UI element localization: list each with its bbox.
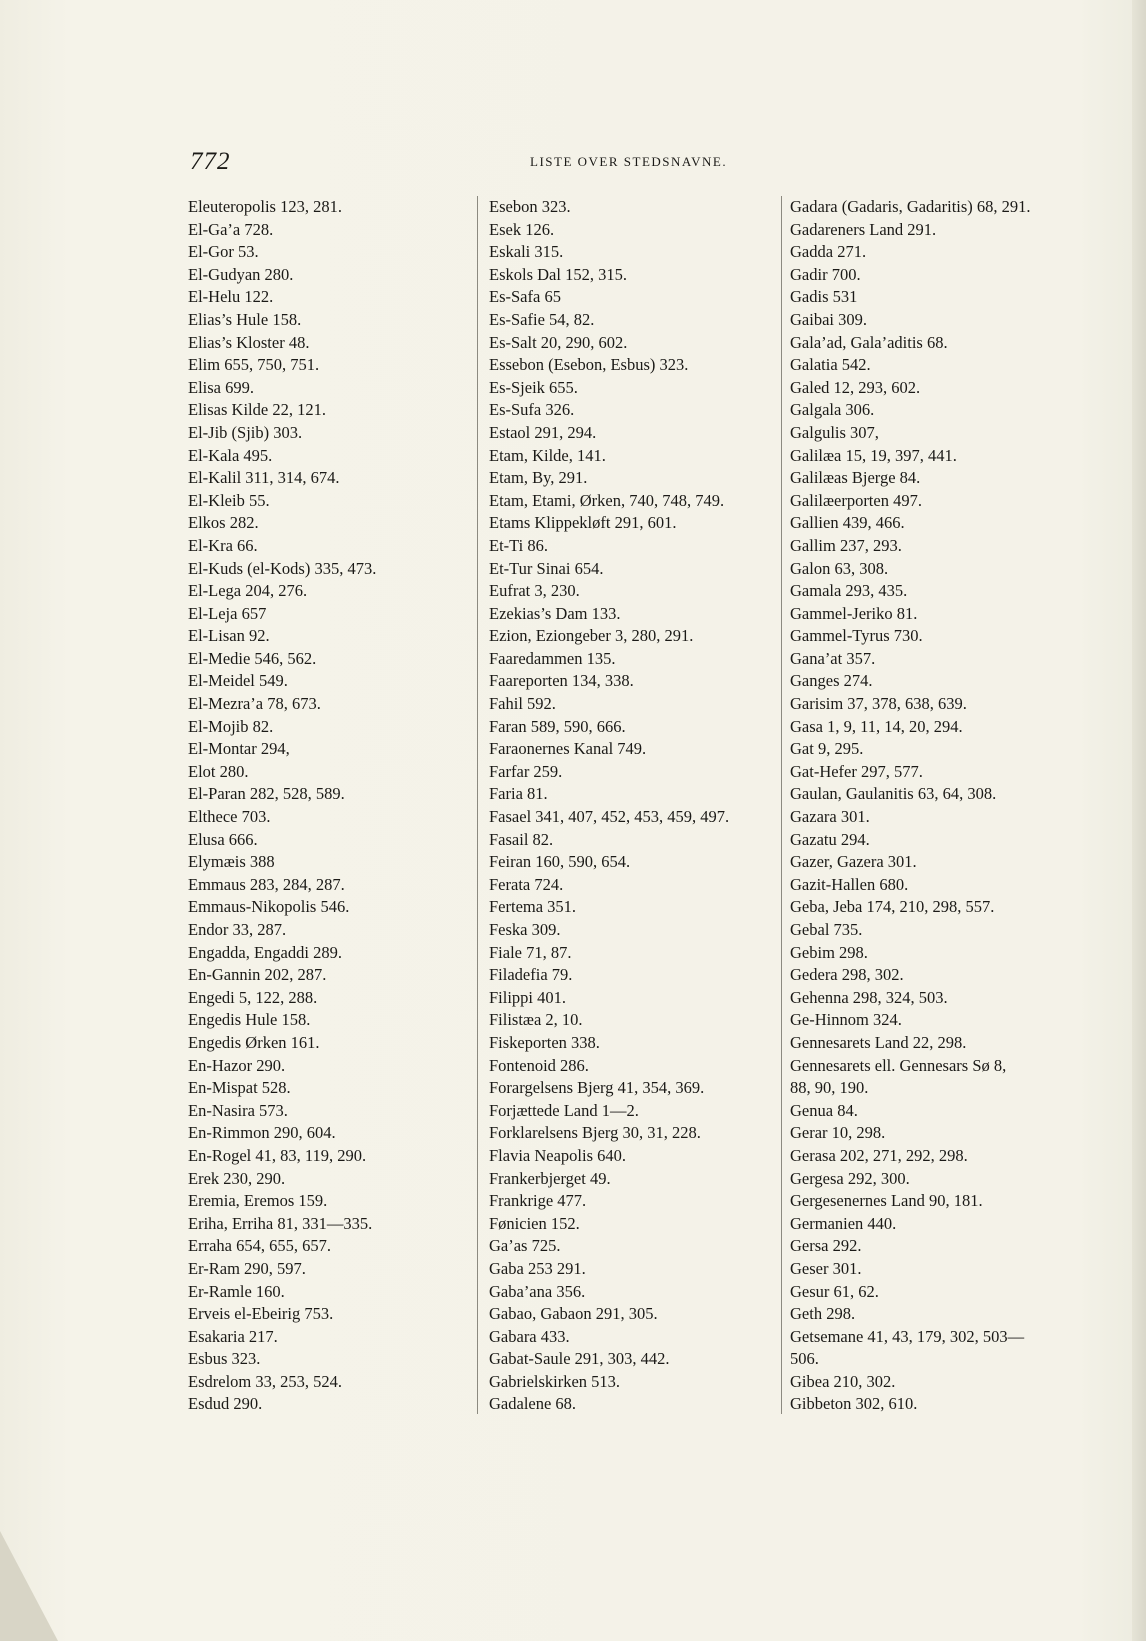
index-entry: El-Gor 53. — [188, 242, 259, 262]
column-divider — [781, 196, 782, 1414]
index-entry: Elisa 699. — [188, 377, 254, 397]
index-entry: Forklarelsens Bjerg 30, 31, 228. — [489, 1123, 701, 1143]
index-entry: Gadareners Land 291. — [790, 219, 937, 239]
index-entry: Ge-Hinnom 324. — [790, 1010, 902, 1030]
index-entry: Engadda, Engaddi 289. — [188, 942, 342, 962]
index-entry: Galilæas Bjerge 84. — [790, 468, 921, 488]
index-entry: Gersa 292. — [790, 1236, 862, 1256]
index-entry: Gabat-Saule 291, 303, 442. — [489, 1349, 670, 1369]
index-entry: El-Paran 282, 528, 589. — [188, 784, 345, 804]
index-entry: Germanien 440. — [790, 1213, 897, 1233]
index-entry: Faaredammen 135. — [489, 648, 616, 668]
index-entry: Gaibai 309. — [790, 309, 867, 329]
index-entry: El-Kala 495. — [188, 445, 273, 465]
index-column-3 — [790, 196, 1080, 1416]
index-entry: Elusa 666. — [188, 829, 258, 849]
index-entry: Elthece 703. — [188, 807, 271, 827]
index-entry: Gazatu 294. — [790, 829, 870, 849]
index-entry: Gallim 237, 293. — [790, 535, 902, 555]
index-entry: Feiran 160, 590, 654. — [489, 852, 631, 872]
index-entry: Esdud 290. — [188, 1394, 263, 1414]
index-entry: En-Mispat 528. — [188, 1078, 291, 1098]
index-entry: Gazit-Hallen 680. — [790, 874, 909, 894]
index-entry: Gibbeton 302, 610. — [790, 1394, 918, 1414]
index-entry: Galatia 542. — [790, 355, 871, 375]
index-entry: Esek 126. — [489, 219, 555, 239]
index-entry: Farfar 259. — [489, 761, 563, 781]
index-entry: El-Mezra’a 78, 673. — [188, 694, 321, 714]
index-entry: Faraonernes Kanal 749. — [489, 739, 647, 759]
index-entry: Geser 301. — [790, 1258, 862, 1278]
index-entry: Fiale 71, 87. — [489, 942, 572, 962]
index-entry: El-Kuds (el-Kods) 335, 473. — [188, 558, 377, 578]
index-entry: Esbus 323. — [188, 1349, 261, 1369]
index-entry: Getsemane 41, 43, 179, 302, 503— — [790, 1326, 1025, 1346]
index-entry: Faran 589, 590, 666. — [489, 716, 626, 736]
index-entry: Gaba 253 291. — [489, 1258, 586, 1278]
index-entry: Erveis el-Ebeirig 753. — [188, 1304, 334, 1324]
index-entry: Emmaus-Nikopolis 546. — [188, 897, 350, 917]
index-entry: Galilæa 15, 19, 397, 441. — [790, 445, 957, 465]
index-entry: Filadefia 79. — [489, 965, 573, 985]
index-entry: Garisim 37, 378, 638, 639. — [790, 694, 967, 714]
index-entry: Estaol 291, 294. — [489, 422, 597, 442]
index-entry: Fasail 82. — [489, 829, 554, 849]
index-entry: Gat 9, 295. — [790, 739, 864, 759]
index-entry: Gehenna 298, 324, 503. — [790, 987, 948, 1007]
index-entry: Etams Klippekløft 291, 601. — [489, 513, 677, 533]
index-entry: Gennesarets Land 22, 298. — [790, 1032, 967, 1052]
page-edge — [1132, 0, 1146, 1641]
index-entry: Gabara 433. — [489, 1326, 570, 1346]
index-entry: Gesur 61, 62. — [790, 1281, 879, 1301]
index-entry: Gazer, Gazera 301. — [790, 852, 917, 872]
index-entry: Gat-Hefer 297, 577. — [790, 761, 923, 781]
index-entry: Etam, Etami, Ørken, 740, 748, 749. — [489, 490, 725, 510]
index-entry: Gana’at 357. — [790, 648, 876, 668]
index-entry: Ezion, Eziongeber 3, 280, 291. — [489, 626, 694, 646]
index-entry: 88, 90, 190. — [790, 1078, 869, 1098]
index-entry: Eleuteropolis 123, 281. — [188, 197, 342, 216]
index-entry: El-Leja 657 — [188, 603, 267, 623]
index-entry: Elias’s Kloster 48. — [188, 332, 310, 352]
index-entry: Gazara 301. — [790, 807, 870, 827]
index-entry: Gamala 293, 435. — [790, 581, 908, 601]
index-entry: Gerasa 202, 271, 292, 298. — [790, 1145, 968, 1165]
index-column-1 — [188, 196, 470, 1416]
index-entry: Es-Sjeik 655. — [489, 377, 578, 397]
index-entry: Gallien 439, 466. — [790, 513, 905, 533]
index-entry: Gebim 298. — [790, 942, 868, 962]
index-entry: Elot 280. — [188, 761, 249, 781]
index-entry: Endor 33, 287. — [188, 920, 287, 939]
running-title: LISTE OVER STEDSNAVNE. — [530, 154, 728, 169]
index-entry: El-Kleib 55. — [188, 490, 270, 510]
index-entry: Gasa 1, 9, 11, 14, 20, 294. — [790, 716, 963, 736]
index-entry: Frankerbjerget 49. — [489, 1168, 611, 1188]
index-entry: Es-Safie 54, 82. — [489, 309, 595, 329]
index-entry: El-Kra 66. — [188, 535, 258, 555]
index-entry: El-Jib (Sjib) 303. — [188, 422, 303, 442]
index-entry: Erek 230, 290. — [188, 1168, 286, 1188]
index-entry: Galed 12, 293, 602. — [790, 377, 921, 397]
index-entry: Gaba’ana 356. — [489, 1281, 586, 1301]
index-entry: Fertema 351. — [489, 897, 577, 917]
index-entry: Esakaria 217. — [188, 1326, 278, 1346]
index-entry: Feska 309. — [489, 920, 561, 939]
index-entry: Er-Ramle 160. — [188, 1281, 285, 1301]
index-entry: El-Mojib 82. — [188, 716, 274, 736]
index-entry: Forargelsens Bjerg 41, 354, 369. — [489, 1078, 705, 1098]
index-entry: Fontenoid 286. — [489, 1055, 589, 1075]
index-entry: El-Lisan 92. — [188, 626, 270, 646]
index-entry: Frankrige 477. — [489, 1191, 587, 1211]
index-entry: Gerar 10, 298. — [790, 1123, 886, 1143]
index-entry: Filistæa 2, 10. — [489, 1010, 583, 1030]
index-entry: El-Meidel 549. — [188, 671, 288, 691]
index-entry: Eufrat 3, 230. — [489, 581, 580, 601]
index-column-2 — [489, 196, 773, 1416]
index-entry: Galilæerporten 497. — [790, 490, 922, 510]
index-entry: Galgala 306. — [790, 400, 875, 420]
index-entry: En-Rogel 41, 83, 119, 290. — [188, 1145, 367, 1165]
index-entry: Gadara (Gadaris, Gadaritis) 68, 291. — [790, 197, 1031, 216]
index-entry: Gebal 735. — [790, 920, 863, 939]
index-entry: Gergesenernes Land 90, 181. — [790, 1191, 983, 1211]
index-entry: Ezekias’s Dam 133. — [489, 603, 621, 623]
index-entry: Engedis Hule 158. — [188, 1010, 311, 1030]
index-entry: Genua 84. — [790, 1100, 858, 1120]
index-entry: Esebon 323. — [489, 197, 571, 216]
index-entry: Erraha 654, 655, 657. — [188, 1236, 331, 1256]
index-entry: Elim 655, 750, 751. — [188, 355, 320, 375]
index-entry: Gergesa 292, 300. — [790, 1168, 910, 1188]
index-entry: El-Kalil 311, 314, 674. — [188, 468, 340, 488]
index-entry: Galgulis 307, — [790, 422, 879, 442]
index-entry: El-Lega 204, 276. — [188, 581, 308, 601]
index-entry: Gedera 298, 302. — [790, 965, 904, 985]
index-entry: Gabrielskirken 513. — [489, 1371, 621, 1391]
index-entry: Eskols Dal 152, 315. — [489, 264, 627, 284]
index-entry: Engedi 5, 122, 288. — [188, 987, 318, 1007]
index-entry: Gaulan, Gaulanitis 63, 64, 308. — [790, 784, 997, 804]
index-entry: Eskali 315. — [489, 242, 564, 262]
index-entry: Geba, Jeba 174, 210, 298, 557. — [790, 897, 995, 917]
index-entry: Elias’s Hule 158. — [188, 309, 302, 329]
index-entry: Emmaus 283, 284, 287. — [188, 874, 345, 894]
index-entry: Et-Tur Sinai 654. — [489, 558, 604, 578]
folded-corner — [0, 1531, 58, 1641]
index-entry: Es-Safa 65 — [489, 287, 561, 307]
index-entry: Essebon (Esebon, Esbus) 323. — [489, 355, 689, 375]
index-entry: Gadis 531 — [790, 287, 858, 307]
index-entry: Flavia Neapolis 640. — [489, 1145, 627, 1165]
column-divider — [477, 196, 478, 1414]
index-entry: El-Gudyan 280. — [188, 264, 294, 284]
index-entry: Gadir 700. — [790, 264, 861, 284]
index-entry: Faareporten 134, 338. — [489, 671, 634, 691]
index-entry: Forjættede Land 1—2. — [489, 1100, 639, 1120]
index-entry: Elymæis 388 — [188, 852, 275, 872]
index-entry: Gibea 210, 302. — [790, 1371, 896, 1391]
index-entry: Gennesarets ell. Gennesars Sø 8, — [790, 1055, 1007, 1075]
index-entry: En-Nasira 573. — [188, 1100, 288, 1120]
index-entry: Er-Ram 290, 597. — [188, 1258, 306, 1278]
index-entry: Elisas Kilde 22, 121. — [188, 400, 326, 420]
index-entry: Es-Salt 20, 290, 602. — [489, 332, 628, 352]
index-entry: El-Ga’a 728. — [188, 219, 274, 239]
index-entry: Gammel-Jeriko 81. — [790, 603, 918, 623]
index-entry: Gammel-Tyrus 730. — [790, 626, 923, 646]
page-header — [0, 148, 1146, 178]
index-entry: Fahil 592. — [489, 694, 556, 714]
index-entry: Etam, Kilde, 141. — [489, 445, 606, 465]
index-entry: En-Gannin 202, 287. — [188, 965, 327, 985]
index-entry: Galon 63, 308. — [790, 558, 889, 578]
index-entry: Engedis Ørken 161. — [188, 1032, 320, 1052]
page-number: 772 — [190, 148, 231, 175]
index-entry: Ga’as 725. — [489, 1236, 561, 1256]
index-entry: Gadalene 68. — [489, 1394, 577, 1414]
index-entry: Ganges 274. — [790, 671, 873, 691]
index-entry: Gabao, Gabaon 291, 305. — [489, 1304, 658, 1324]
index-entry: Gadda 271. — [790, 242, 867, 262]
index-entry: Eriha, Erriha 81, 331—335. — [188, 1213, 373, 1233]
index-entry: Gala’ad, Gala’aditis 68. — [790, 332, 948, 352]
index-entry: 506. — [790, 1349, 819, 1369]
index-entry: Faria 81. — [489, 784, 548, 804]
index-entry: Fønicien 152. — [489, 1213, 580, 1233]
index-entry: El-Montar 294, — [188, 739, 290, 759]
index-entry: Fiskeporten 338. — [489, 1032, 600, 1052]
index-entry: Et-Ti 86. — [489, 535, 548, 555]
index-entry: Elkos 282. — [188, 513, 259, 533]
index-entry: En-Hazor 290. — [188, 1055, 286, 1075]
index-entry: Es-Sufa 326. — [489, 400, 575, 420]
index-entry: El-Helu 122. — [188, 287, 274, 307]
index-entry: Etam, By, 291. — [489, 468, 588, 488]
index-entry: En-Rimmon 290, 604. — [188, 1123, 336, 1143]
index-entry: Esdrelom 33, 253, 524. — [188, 1371, 342, 1391]
index-entry: Eremia, Eremos 159. — [188, 1191, 328, 1211]
index-entry: Fasael 341, 407, 452, 453, 459, 497. — [489, 807, 730, 827]
index-entry: Ferata 724. — [489, 874, 564, 894]
index-entry: Filippi 401. — [489, 987, 567, 1007]
index-entry: Geth 298. — [790, 1304, 856, 1324]
index-entry: El-Medie 546, 562. — [188, 648, 317, 668]
